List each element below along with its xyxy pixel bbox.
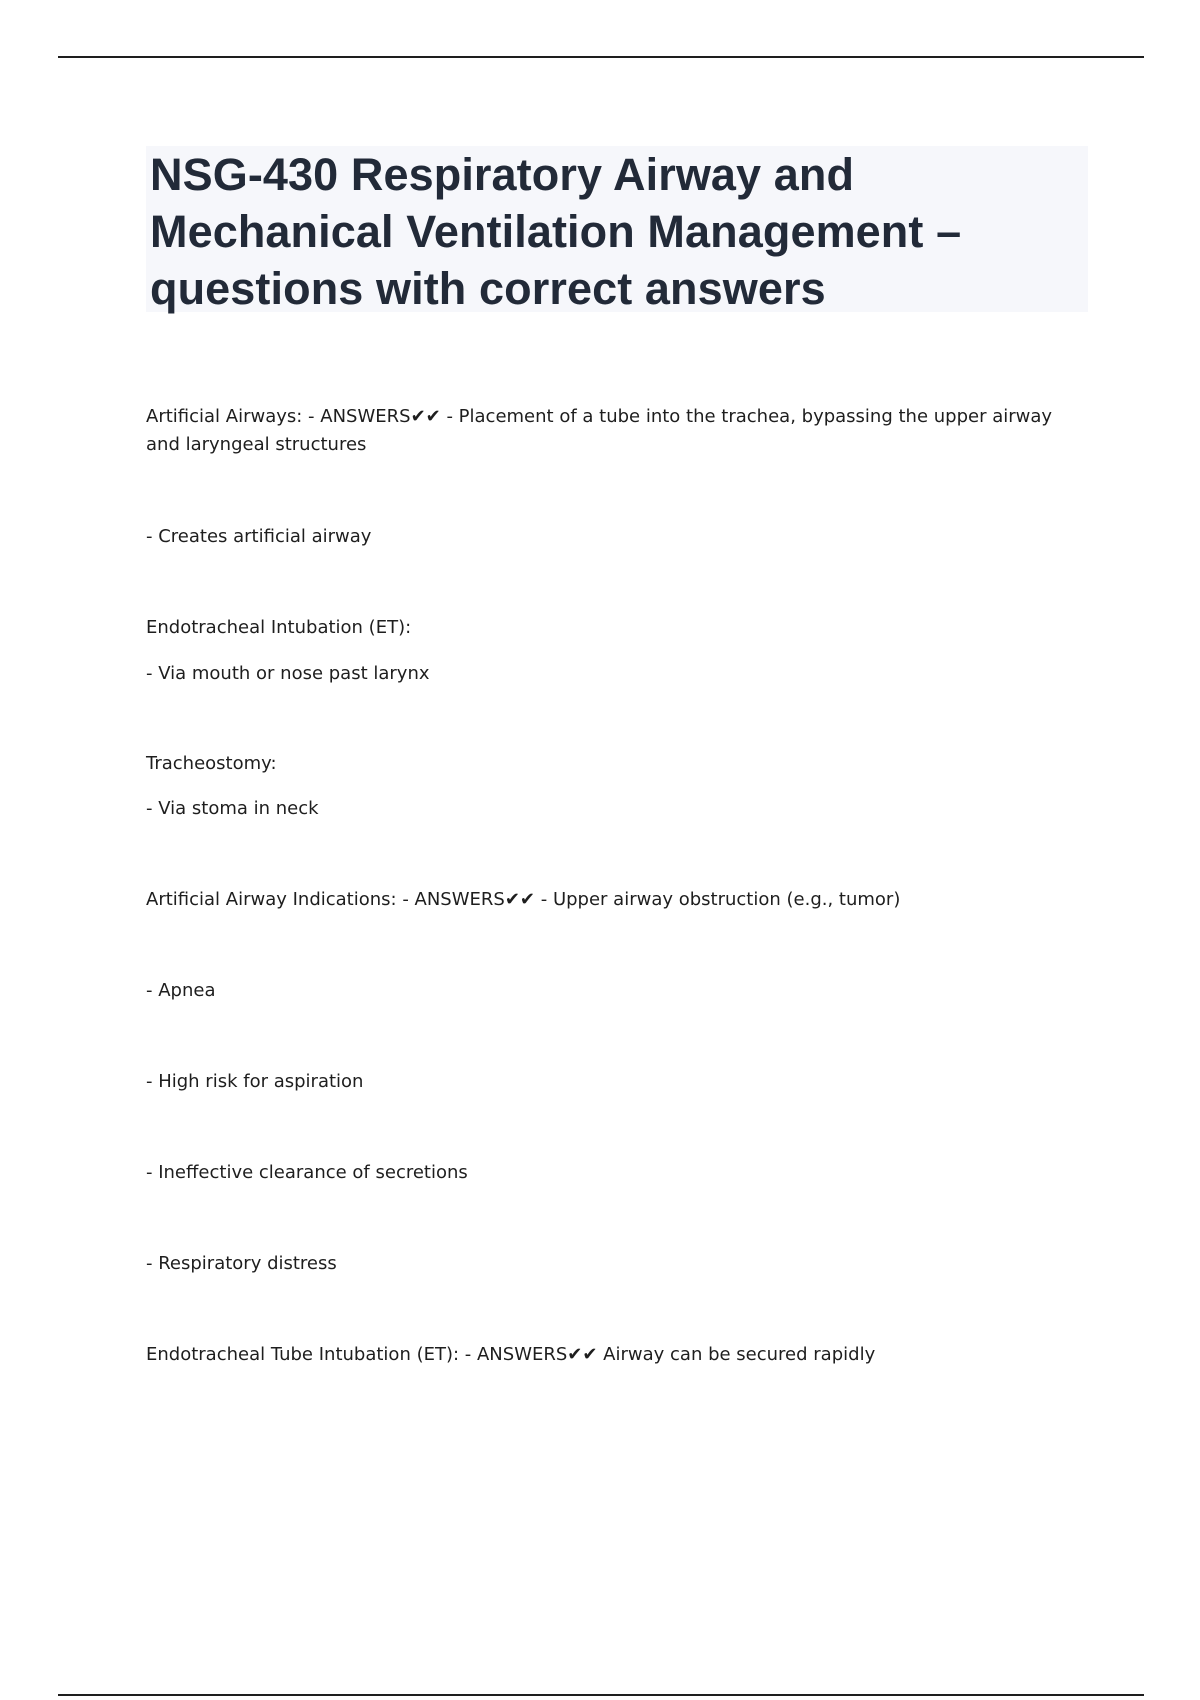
bullet-secretions: - Ineffective clearance of secretions xyxy=(146,1162,468,1183)
title-block xyxy=(146,146,1088,312)
footer-rule xyxy=(58,1694,1144,1696)
heading-tracheostomy: Tracheostomy: xyxy=(146,753,277,774)
bullet-via-stoma: - Via stoma in neck xyxy=(146,798,319,819)
qa-artificial-airways: Artificial Airways: - ANSWERS✔✔ - Placement of a tube into the trachea, bypassing the upper airway and laryngeal structures xyxy=(146,406,1053,455)
bullet-aspiration-risk: - High risk for aspiration xyxy=(146,1071,364,1092)
bullet-apnea: - Apnea xyxy=(146,980,216,1001)
qa-endotracheal-tube-intubation: Endotracheal Tube Intubation (ET): - ANSWERS✔✔ Airway can be secured rapidly xyxy=(146,1344,876,1365)
document-title: NSG-430 Respiratory Airway and Mechanical Ventilation Management – questions with correct answers xyxy=(150,149,962,314)
heading-endotracheal-intubation: Endotracheal Intubation (ET): xyxy=(146,617,412,638)
bullet-creates-artificial-airway: - Creates artificial airway xyxy=(146,526,372,547)
qa-airway-indications: Artificial Airway Indications: - ANSWERS✔✔ - Upper airway obstruction (e.g., tumor) xyxy=(146,889,901,910)
bullet-via-mouth-or-nose: - Via mouth or nose past larynx xyxy=(146,663,430,684)
bullet-respiratory-distress: - Respiratory distress xyxy=(146,1253,337,1274)
header-rule xyxy=(58,56,1144,58)
